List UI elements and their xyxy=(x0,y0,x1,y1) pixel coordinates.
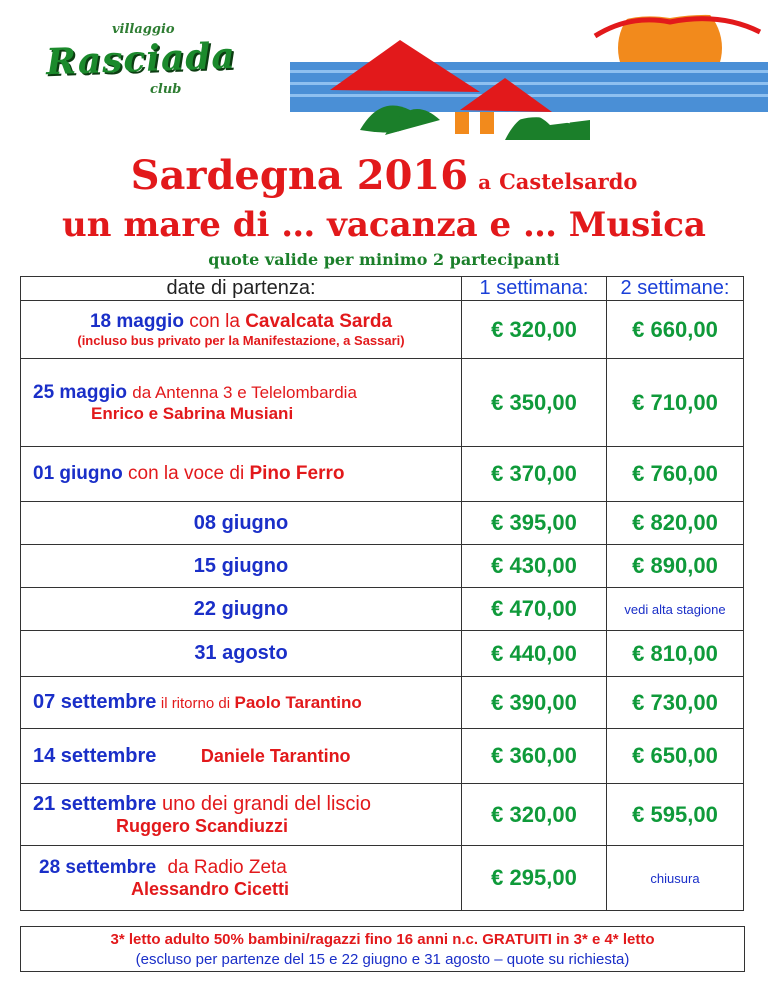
price-week2: € 890,00 xyxy=(607,545,744,588)
header-week2: 2 settimane: xyxy=(607,277,744,301)
footer-note xyxy=(20,926,745,972)
row-intro: da Antenna 3 e Telelombardia xyxy=(132,382,357,402)
row-description xyxy=(21,447,462,502)
row-guest: Pino Ferro xyxy=(249,463,345,484)
footer-date: 31 agosto xyxy=(424,951,491,968)
row-guest: Daniele Tarantino xyxy=(200,745,351,766)
row-date: 01 giugno xyxy=(33,463,123,484)
header-dates: date di partenza: xyxy=(21,277,462,301)
table-row xyxy=(21,359,744,447)
row-guest: Ruggero Scandiuzzi xyxy=(116,815,289,836)
row-date: 25 maggio xyxy=(33,381,127,403)
row-description xyxy=(21,301,462,359)
table-row xyxy=(21,784,744,846)
row-note: (incluso bus privato per la Manifestazione, a Sassari) xyxy=(77,333,405,348)
table-row xyxy=(21,846,744,911)
table-row xyxy=(21,631,744,677)
table-row xyxy=(21,447,744,502)
quote-note: quote valide per minimo 2 partecipanti xyxy=(208,250,560,269)
footer-date: 15 xyxy=(308,951,325,968)
subtitle: un mare di … vacanza e … Musica xyxy=(62,205,706,245)
row-guest: Enrico e Sabrina Musiani xyxy=(91,403,294,423)
page-title xyxy=(0,152,768,199)
row-intro: da Radio Zeta xyxy=(167,856,287,878)
table-row xyxy=(21,502,744,545)
price-week2-note: vedi alta stagione xyxy=(607,588,744,631)
row-date: 22 giugno xyxy=(21,588,462,631)
title-place: Castelsardo xyxy=(499,169,638,194)
footer-text: e xyxy=(324,951,342,968)
row-guest: Paolo Tarantino xyxy=(234,693,362,712)
price-week1: € 360,00 xyxy=(462,729,607,784)
footer-date: 22 giugno xyxy=(341,951,408,968)
title-a: a xyxy=(478,170,492,194)
price-week2-note: chiusura xyxy=(607,846,744,911)
table-row xyxy=(21,677,744,729)
table-row xyxy=(21,729,744,784)
price-week1: € 390,00 xyxy=(462,677,607,729)
footer-text: e xyxy=(407,951,425,968)
row-description xyxy=(21,359,462,447)
price-week2: € 820,00 xyxy=(607,502,744,545)
table-row xyxy=(21,301,744,359)
row-date: 18 maggio xyxy=(89,311,184,332)
row-description xyxy=(21,846,462,911)
price-week2: € 760,00 xyxy=(607,447,744,502)
row-date: 28 settembre xyxy=(39,856,157,878)
logo-bottom-text: club xyxy=(150,82,182,97)
logo-name: Rasciada xyxy=(45,34,237,84)
row-date: 07 settembre xyxy=(33,691,157,713)
table-header xyxy=(21,277,744,301)
price-week1: € 320,00 xyxy=(462,301,607,359)
price-week1: € 470,00 xyxy=(462,588,607,631)
row-date: 14 settembre xyxy=(33,744,157,767)
price-week2: € 810,00 xyxy=(607,631,744,677)
table-row xyxy=(21,545,744,588)
row-description xyxy=(21,784,462,846)
row-date: 31 agosto xyxy=(21,631,462,677)
price-week1: € 350,00 xyxy=(462,359,607,447)
price-week2: € 730,00 xyxy=(607,677,744,729)
row-intro: uno dei grandi del liscio xyxy=(161,792,371,815)
footer-line2 xyxy=(21,950,744,970)
price-week1: € 430,00 xyxy=(462,545,607,588)
row-guest: Alessandro Cicetti xyxy=(131,878,290,899)
price-week1: € 370,00 xyxy=(462,447,607,502)
logo xyxy=(40,22,270,112)
footer-line1: 3* letto adulto 50% bambini/ragazzi fino 16 anni n.c. GRATUITI in 3* e 4* letto xyxy=(110,931,655,948)
row-intro: il ritorno di xyxy=(160,695,231,712)
price-week2: € 710,00 xyxy=(607,359,744,447)
price-table xyxy=(20,276,744,911)
price-week2: € 650,00 xyxy=(607,729,744,784)
row-date: 15 giugno xyxy=(21,545,462,588)
price-week1: € 320,00 xyxy=(462,784,607,846)
price-week2: € 660,00 xyxy=(607,301,744,359)
row-description xyxy=(21,729,462,784)
row-guest: Cavalcata Sarda xyxy=(245,311,393,332)
row-intro: con la xyxy=(189,311,240,332)
row-description xyxy=(21,677,462,729)
table-row xyxy=(21,588,744,631)
price-week1: € 440,00 xyxy=(462,631,607,677)
seaside-illustration xyxy=(290,0,768,140)
price-week2: € 595,00 xyxy=(607,784,744,846)
title-main: Sardegna 2016 xyxy=(130,152,469,199)
price-week1: € 295,00 xyxy=(462,846,607,911)
price-week1: € 395,00 xyxy=(462,502,607,545)
footer-text: – quote su richiesta) xyxy=(490,951,630,968)
header-week1: 1 settimana: xyxy=(462,277,607,301)
row-intro: con la voce di xyxy=(128,463,245,484)
logo-top-text: villaggio xyxy=(112,22,175,37)
footer-text: (escluso per partenze del xyxy=(135,951,309,968)
row-date: 08 giugno xyxy=(21,502,462,545)
row-date: 21 settembre xyxy=(33,792,157,815)
